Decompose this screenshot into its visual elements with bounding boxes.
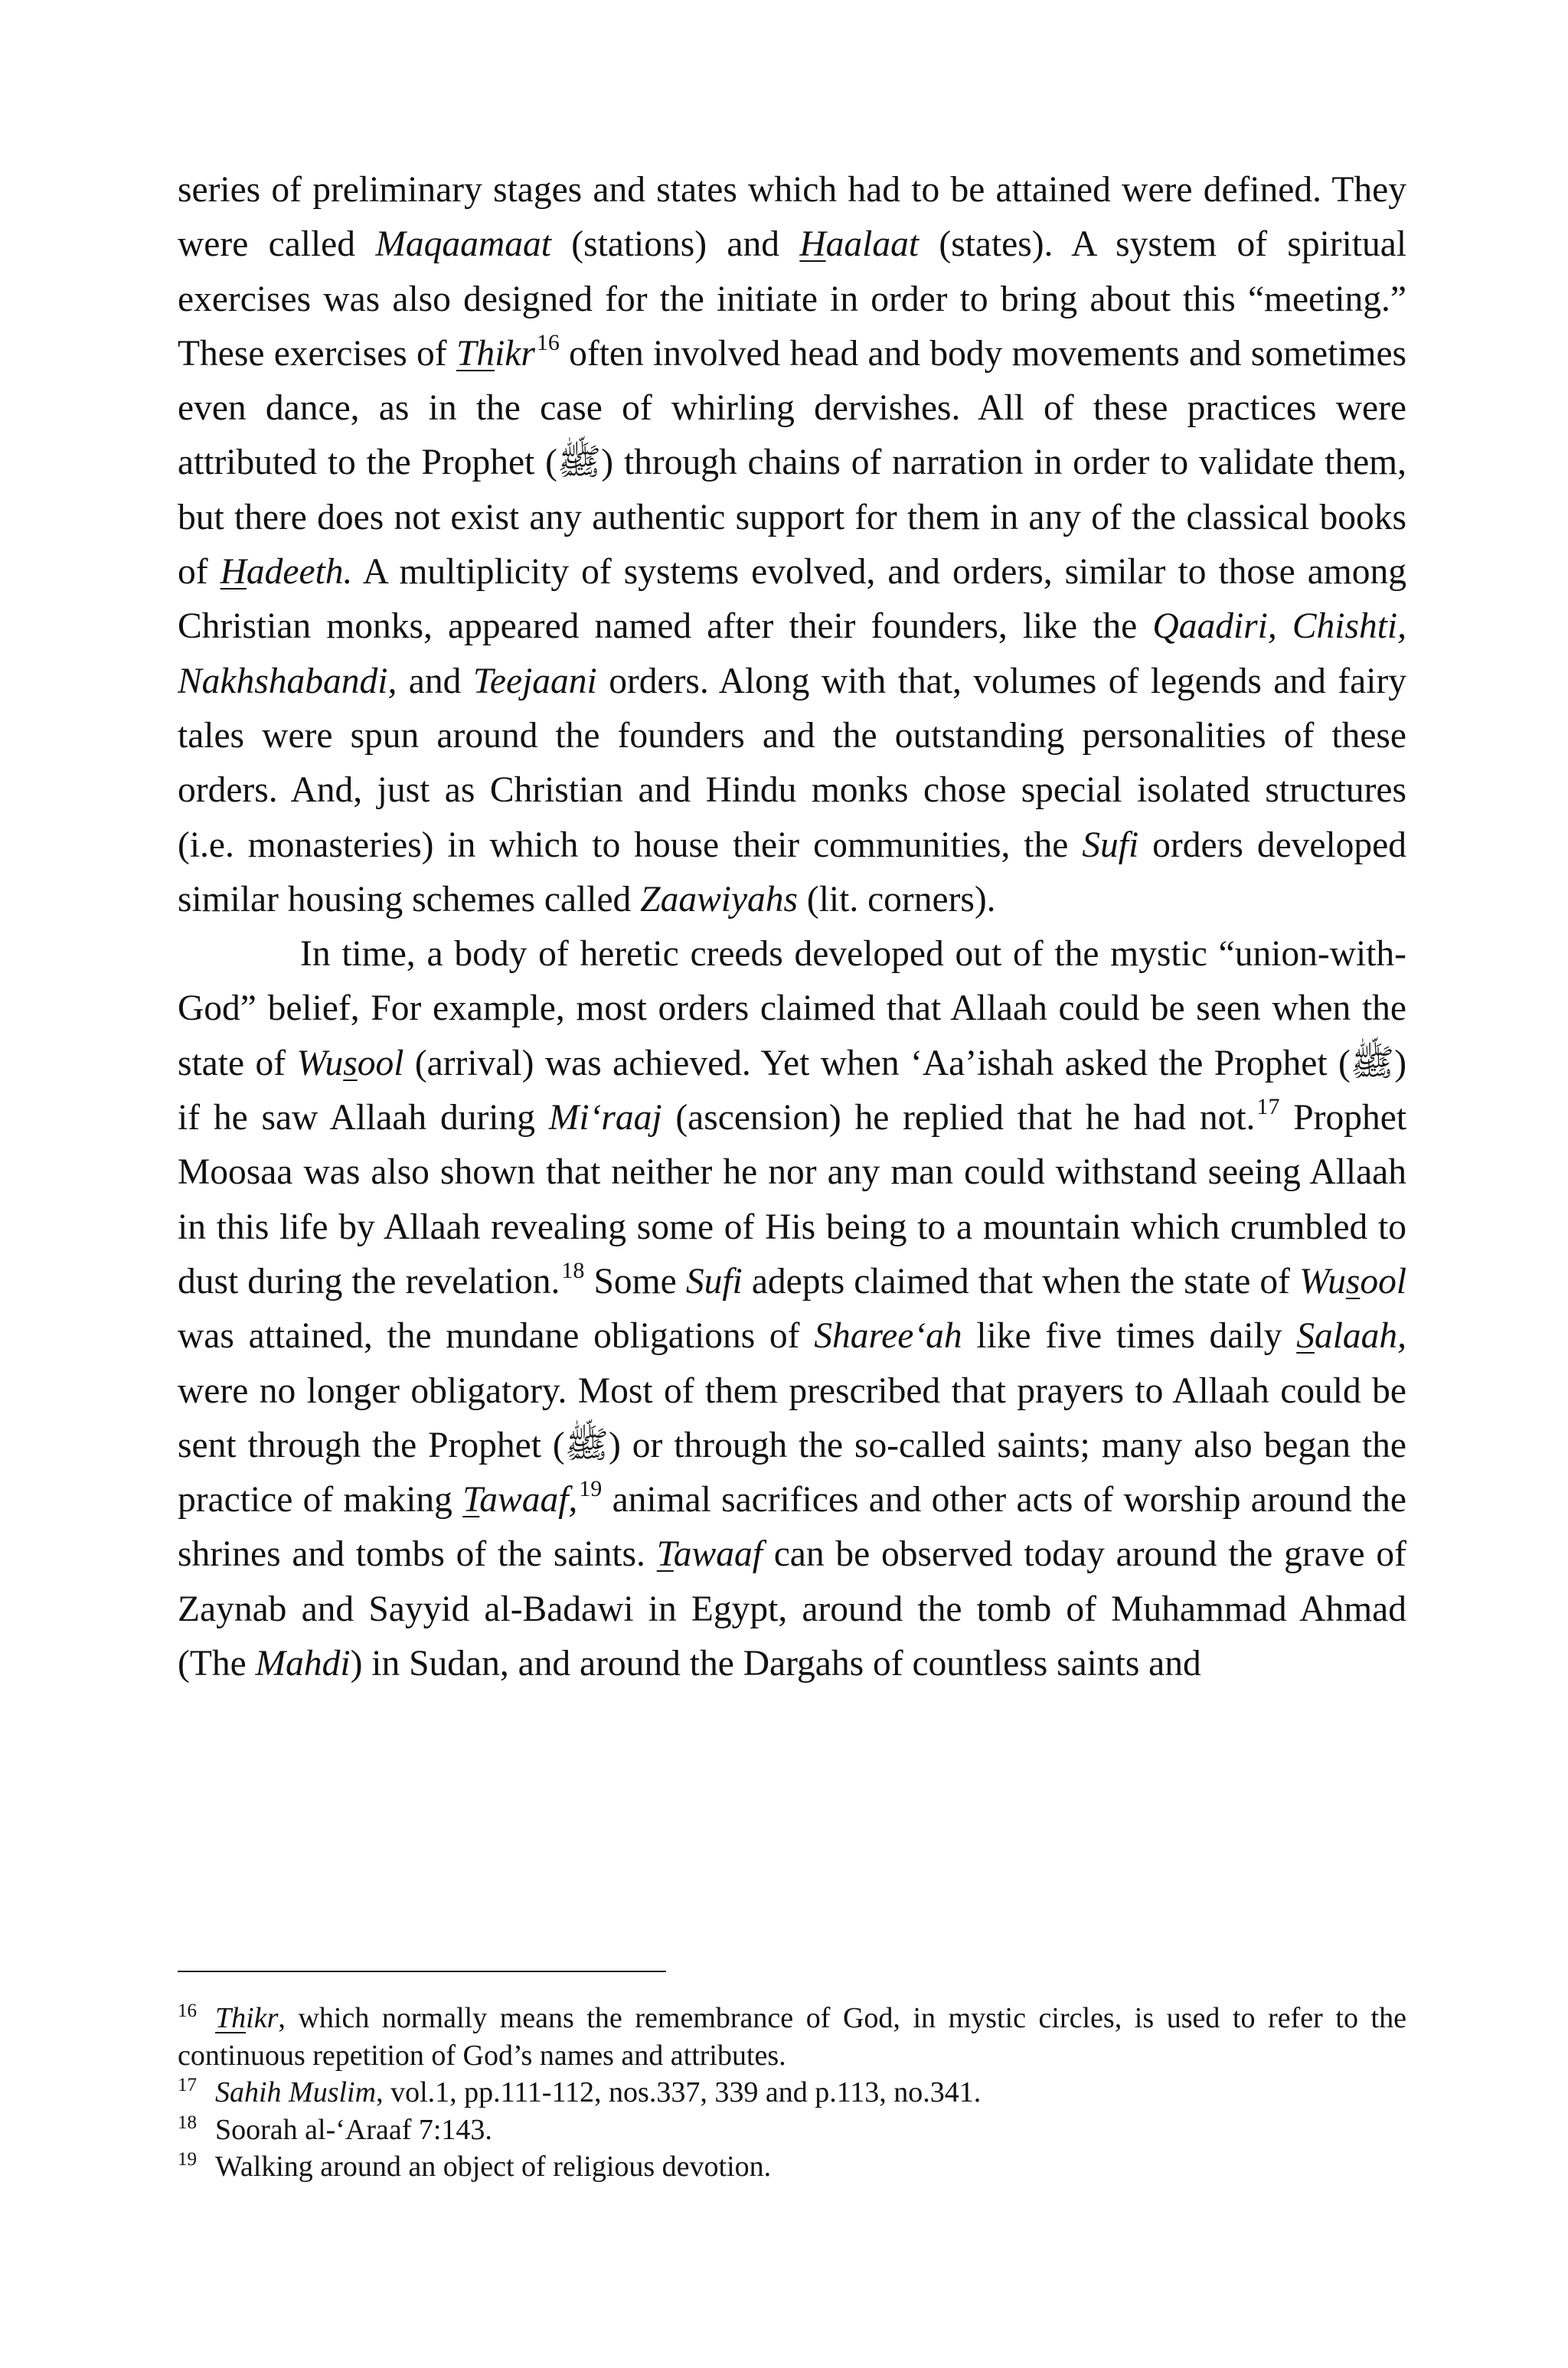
paragraph-2: [178, 927, 1406, 1691]
text-run: orders. Along with that, volumes of legends and fairy tales were spun around the founders and the outstanding personalities of these orders. And, just as Christian and Hindu monks chose special isolated structures (i.e. monasteries) in which to house their communities, the: [178, 661, 1407, 865]
term-orders: Qaadiri, Chishti, Nakhshabandi,: [178, 606, 1407, 701]
term-zaawiyahs: Zaawiyahs: [640, 879, 799, 919]
footnote-ref-17[interactable]: 17: [1256, 1094, 1280, 1120]
text-run: was attained, the mundane obligations of: [178, 1316, 800, 1357]
footnotes: [178, 2000, 1406, 2186]
text-run: animal sacrifices and other acts of worship around the shrines and tombs of the saints.: [178, 1480, 1407, 1575]
footnote-17: [178, 2074, 1406, 2112]
term-teejaani: Teejaani: [472, 661, 597, 701]
term-wusool: Wusool: [1299, 1261, 1407, 1302]
text-run: series of preliminary stages and states which had to be attained were defined. They were called: [178, 170, 1406, 265]
term-sufi: Sufi: [1082, 825, 1139, 865]
term-sufi: Sufi: [685, 1261, 743, 1302]
footnote-number: 17: [178, 2075, 197, 2095]
text-run: can be observed today around the grave of Zaynab and Sayyid al-Badawi in Egypt, around the tomb of Muhammad Ahmad (The: [178, 1534, 1407, 1684]
term-shareeah: Sharee‘ah: [814, 1316, 962, 1357]
text-run: In time, a body of heretic creeds developed out of the mystic “union-with-God” belief, For example, most orders claimed that Allaah could be seen when the state of: [178, 934, 1406, 1083]
term-haalaat: Haalaat: [799, 224, 920, 265]
footnote-19: [178, 2148, 1406, 2186]
term-tawaaf: Tawaaf,: [462, 1480, 578, 1520]
footnote-text: , which normally means the remembrance of God, in mystic circles, is used to refer to the continuous repetition of God’s names and attributes.: [178, 2002, 1406, 2072]
text-run: Prophet Moosaa was also shown that neither he nor any man could withstand seeing Allaah in this life by Allaah revealing some of His being to a mountain which crumbled to dust during the revelation.: [178, 1098, 1407, 1302]
text-run: like five times daily: [976, 1316, 1282, 1357]
text-run: A multiplicity of systems evolved, and orders, similar to those among Christian monks, appeared named after their founders, like the: [178, 552, 1407, 647]
text-run: (states). A system of spiritual exercises was also designed for the initiate in order to bring about this “meeting.” These exercises of: [178, 224, 1407, 374]
text-run: Some: [593, 1261, 677, 1302]
term-thikr: Thikr: [456, 333, 535, 374]
text-run: and: [408, 661, 462, 701]
footnote-divider: [178, 1971, 666, 1972]
text-run: (stations) and: [571, 224, 779, 265]
main-text: [178, 163, 1406, 1691]
footnote-ref-16[interactable]: 16: [536, 329, 560, 355]
footnote-text: , vol.1, pp.111-112, nos.337, 339 and p.113, no.341.: [376, 2076, 982, 2108]
footnote-number: 19: [178, 2149, 197, 2170]
text-run: (arrival) was achieved. Yet when ‘Aa’ishah asked the Prophet (ﷺ) if he saw Allaah during: [178, 1043, 1407, 1138]
text-run: were no longer obligatory. Most of them prescribed that prayers to Allaah could be sent through the Prophet (ﷺ) or through the so-called saints; many also began the practice of making: [178, 1370, 1406, 1520]
term-maqaamaat: Maqaamaat: [375, 224, 551, 265]
text-run: (lit. corners).: [806, 879, 996, 919]
footnote-text: Soorah al-‘Araaf 7:143.: [215, 2113, 492, 2146]
paragraph-1: [178, 163, 1406, 927]
footnote-ref-19[interactable]: 19: [579, 1476, 603, 1502]
footnote-number: 16: [178, 2001, 197, 2021]
term-miraaj: Mi‘raaj: [548, 1098, 662, 1138]
footnote-number: 18: [178, 2112, 197, 2133]
term-thikr: Thikr: [215, 2002, 279, 2034]
footnote-16: [178, 2000, 1406, 2074]
text-run: (ascension) he replied that he had not.: [675, 1098, 1256, 1138]
footnote-ref-18[interactable]: 18: [561, 1257, 585, 1283]
text-run: orders developed similar housing schemes called: [178, 825, 1407, 919]
term-wusool: Wusool: [296, 1043, 404, 1083]
text-run: adepts claimed that when the state of: [751, 1261, 1290, 1302]
text-run: ) in Sudan, and around the Dargahs of countless saints and: [350, 1644, 1201, 1684]
footnote-text: Walking around an object of religious devotion.: [215, 2151, 772, 2183]
text-run: often involved head and body movements and sometimes even dance, as in the case of whirling dervishes. All of these practices were attributed to the Prophet (ﷺ) through chains of narration in order to validate them, but there does not exist any authentic support for them in any of the classical books of: [178, 333, 1407, 593]
term-salaah: Salaah,: [1296, 1316, 1407, 1357]
footnote-source: Sahih Muslim: [215, 2076, 377, 2108]
term-hadeeth: Hadeeth.: [220, 552, 353, 593]
footnote-18: [178, 2112, 1406, 2149]
term-tawaaf: Tawaaf: [656, 1534, 763, 1575]
term-mahdi: Mahdi: [255, 1644, 351, 1684]
